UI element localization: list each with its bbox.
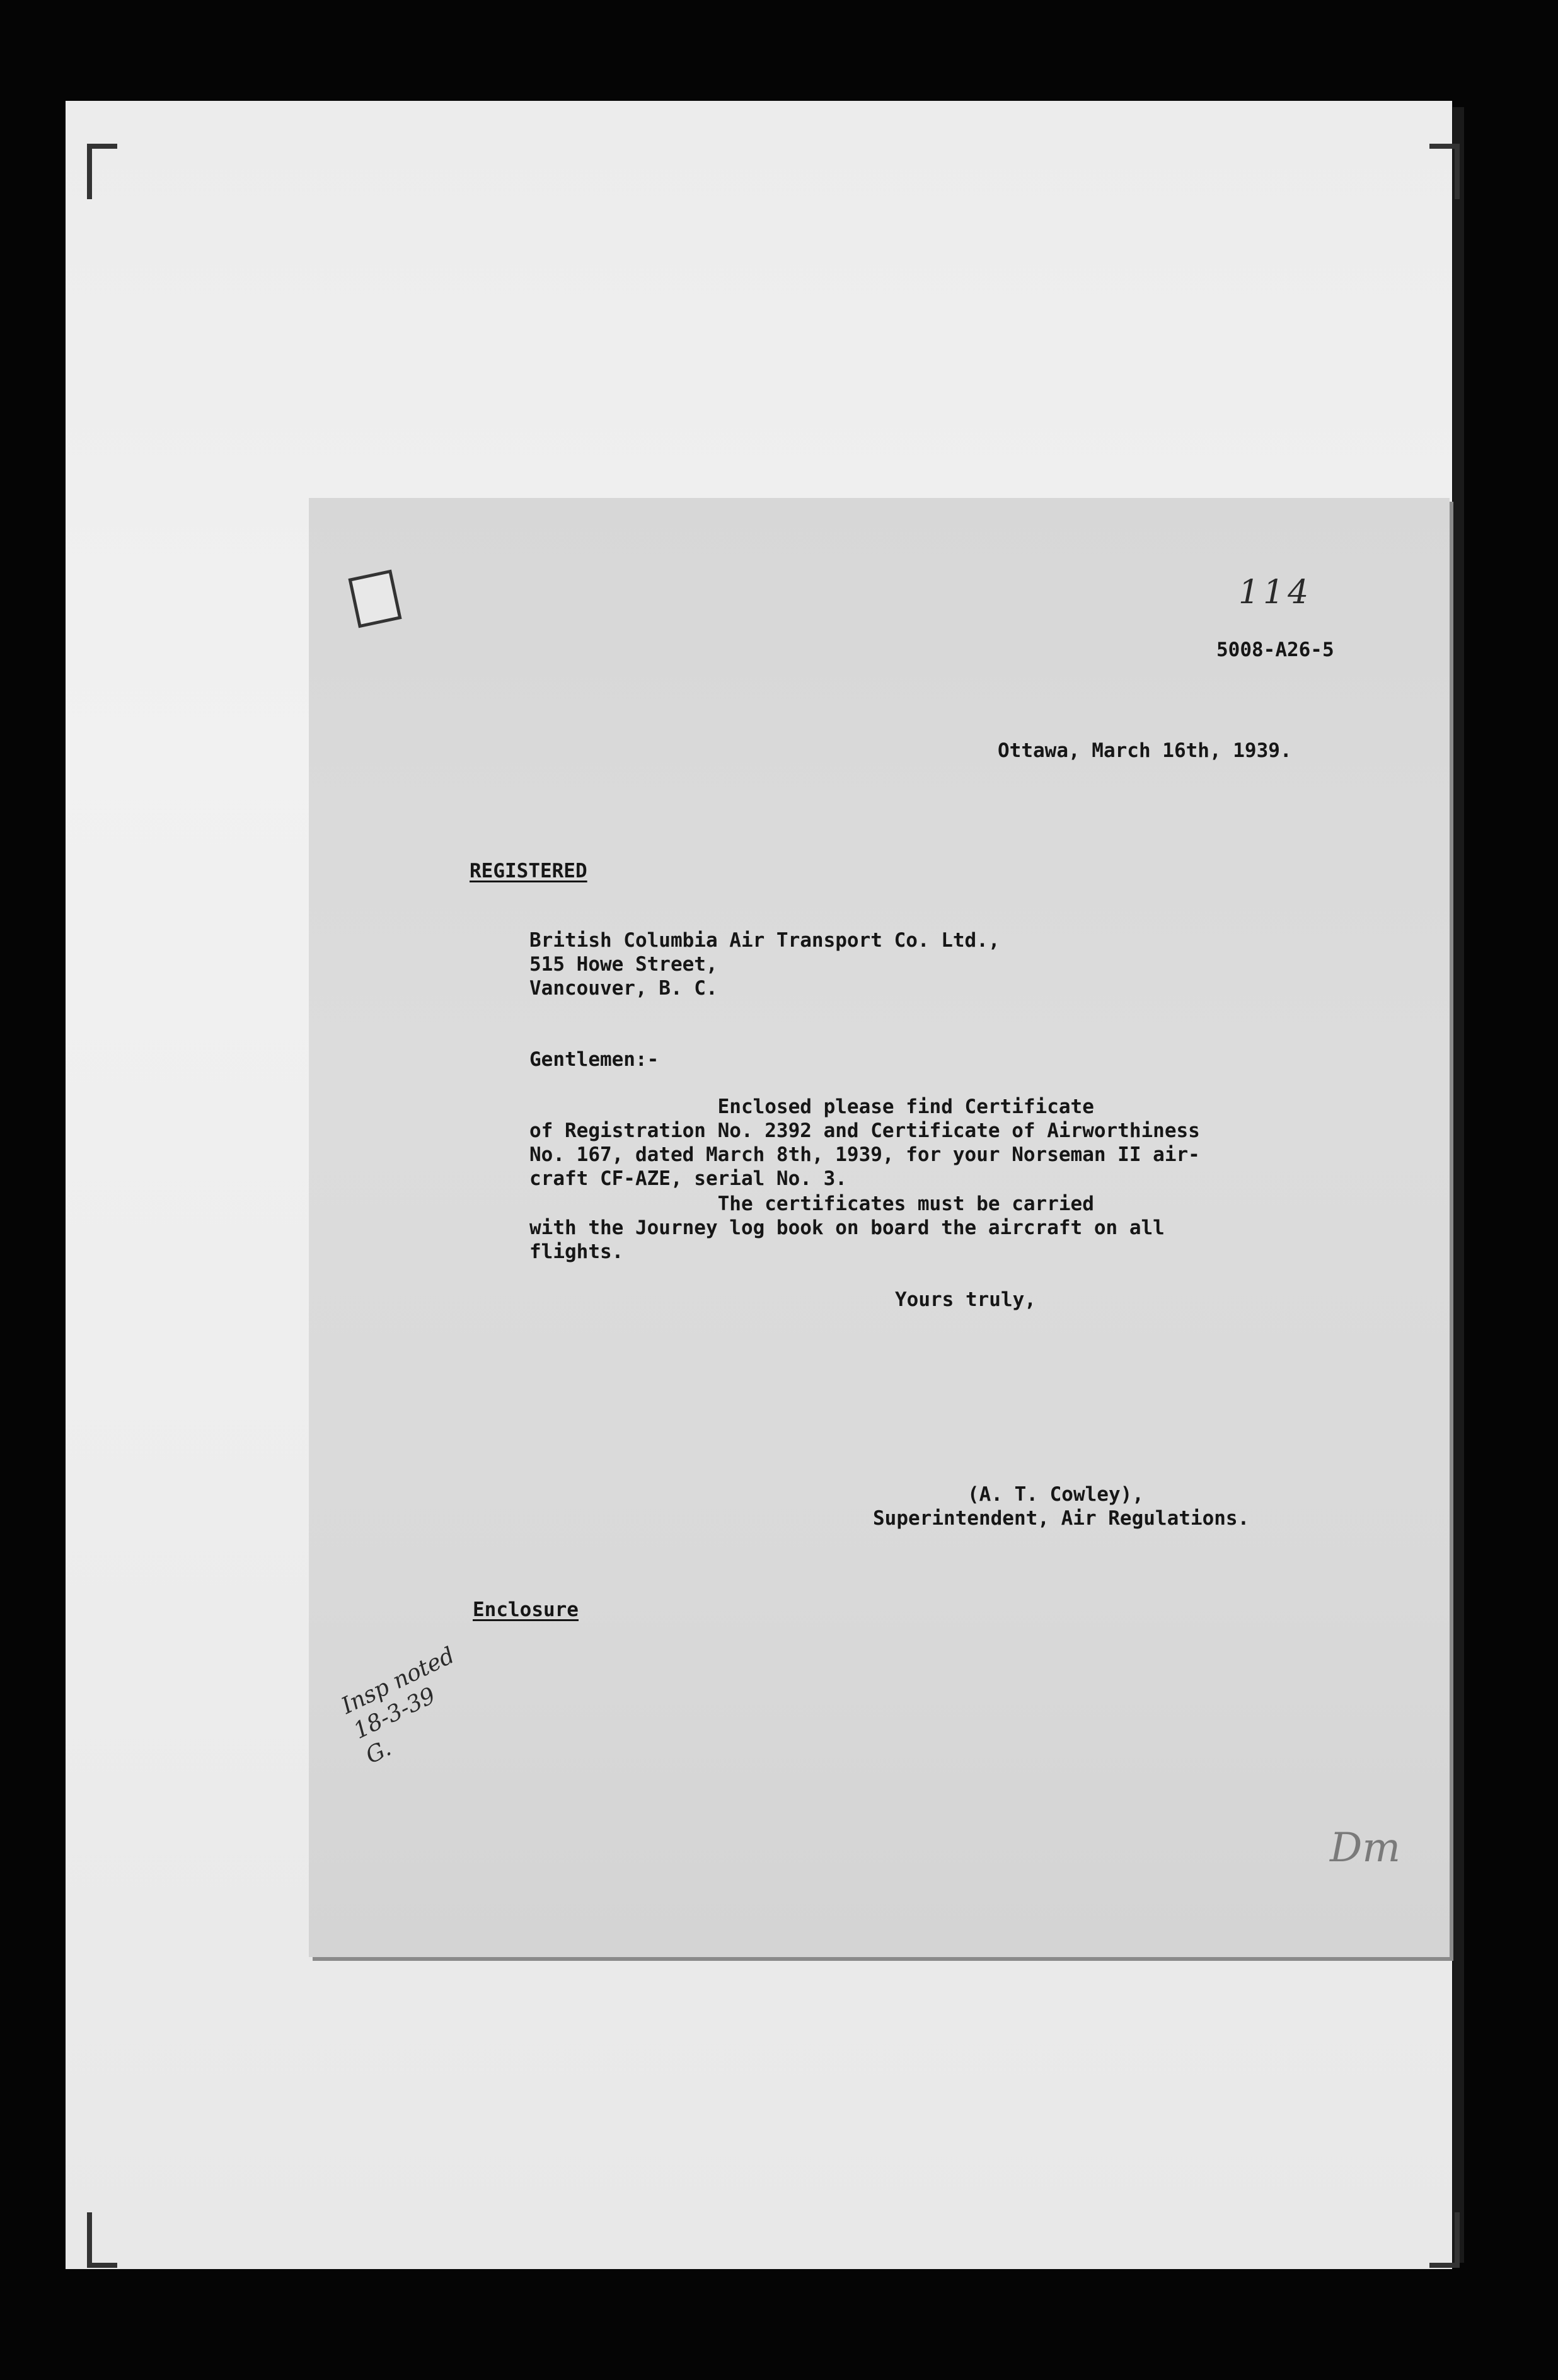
crop-mark-top-left	[87, 144, 117, 199]
date-line: Ottawa, March 16th, 1939.	[998, 739, 1292, 762]
body-paragraph: Enclosed please find Certificate of Registration No. 2392 and Certificate of Airworthiness No. 167, dated March 8th, 1939, for your Norseman II air- craft CF-AZE, serial No. 3.	[529, 1095, 1200, 1190]
mounting-sheet-edge	[1453, 107, 1464, 2263]
handwritten-page-number: 114	[1238, 574, 1313, 611]
crop-mark-bottom-left	[87, 2212, 117, 2268]
stamp-mark	[348, 570, 401, 628]
signature-title: Superintendent, Air Regulations.	[873, 1507, 1250, 1530]
handwritten-initials: Dm	[1330, 1825, 1400, 1871]
letter-sheet	[309, 498, 1450, 1957]
address-line: British Columbia Air Transport Co. Ltd.,	[529, 929, 1000, 952]
handwritten-margin-note: Insp noted 18-3-39 G.	[337, 1642, 459, 1769]
closing: Yours truly,	[895, 1288, 1036, 1311]
address-line: Vancouver, B. C.	[529, 977, 718, 1000]
address-line: 515 Howe Street,	[529, 953, 718, 976]
body-paragraph: The certificates must be carried with the Journey log book on board the aircraft on all flights.	[529, 1193, 1165, 1263]
crop-mark-top-right	[1429, 144, 1460, 199]
registered-heading: REGISTERED	[470, 860, 587, 882]
file-reference: 5008-A26-5	[1216, 638, 1334, 661]
crop-mark-bottom-right	[1429, 2212, 1460, 2268]
salutation: Gentlemen:-	[529, 1048, 659, 1071]
signature-name: (A. T. Cowley),	[967, 1483, 1144, 1506]
enclosure-label: Enclosure	[473, 1598, 579, 1621]
